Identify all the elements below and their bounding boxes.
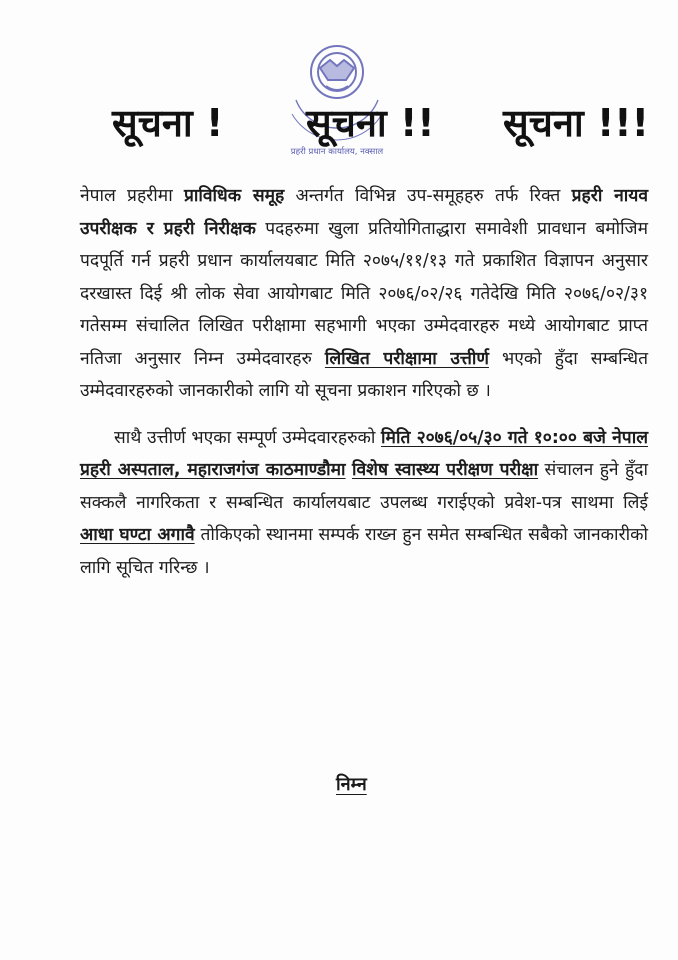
para1-bold-posts: प्रहरी नायव उपरीक्षक र प्रहरी निरीक्षक xyxy=(80,186,648,239)
paragraph-written-exam-result xyxy=(80,180,648,408)
notice-body xyxy=(80,180,648,584)
para2-underlined-date-venue: मिति २०७६/०५/३० गते १०:०० बजे नेपाल प्रहरी अस्पताल, महाराजगंज काठमाण्डौमा xyxy=(80,427,648,480)
paragraph-health-exam xyxy=(80,422,648,585)
para1-text-3: पदहरुमा खुला प्रतियोगिताद्धारा समावेशी प्रावधान बमोजिम पदपूर्ति गर्न प्रहरी प्रधान कार्यालयबाट मिति २०७५/११/१३ गते प्रकाशित विज्ञापन अनुसार दरखास्त दिई श्री लोक सेवा आयोगबाट मिति २०७६/०२/२६ गतेदेखि मिति २०७६/०२/३१ गतेसम्म संचालित लिखित परीक्षामा सहभागी भएका उम्मेदवारहरु मध्ये आयोगबाट प्राप्त नतिजा अनुसार निम्न उम्मेदवारहरु xyxy=(80,218,648,369)
para1-underlined-passed: लिखित परीक्षामा उत्तीर्ण xyxy=(324,348,489,369)
para2-text-4: तोकिएको स्थानमा सम्पर्क राख्न हुन समेत सम्बन्धित सबैको जानकारीको लागि सूचित गरिन्छ । xyxy=(80,525,648,578)
para1-text-4: भएको हुँदा सम्बन्धित उम्मेदवारहरुको जानकारीको लागि यो सूचना प्रकाशन गरिएको छ । xyxy=(80,348,649,401)
footer-label: निम्न xyxy=(336,774,367,795)
heading-row xyxy=(0,96,678,156)
para2-underlined-half-hour: आधा घण्टा अगावै xyxy=(80,525,195,545)
para1-text-1: नेपाल प्रहरीमा xyxy=(80,186,184,206)
seal-arc-text: प्रहरी प्रधान कार्यालय, नक्साल xyxy=(290,147,384,157)
para1-text-2: अन्तर्गत विभिन्न उप-समूहहरु तर्फ रिक्त xyxy=(284,186,572,206)
para2-text-1: साथै उत्तीर्ण भएका सम्पूर्ण उम्मेदवारहरुको xyxy=(114,427,382,448)
para2-underlined-health-exam: विशेष स्वास्थ्य परीक्षण परीक्षा xyxy=(352,460,539,480)
para2-text-3: संचालन हुने हुँदा सक्कलै नागरिकता र सम्बन्धित कार्यालयबाट उपलब्ध गराईएको प्रवेश-पत्र साथमा लिई xyxy=(80,460,648,513)
notice-heading-center: सूचना !! xyxy=(306,101,435,145)
notice-heading-right: सूचना !!! xyxy=(503,101,649,145)
notice-heading-left: सूचना ! xyxy=(112,101,224,145)
para1-bold-technical-group: प्राविधिक समूह xyxy=(183,186,285,206)
